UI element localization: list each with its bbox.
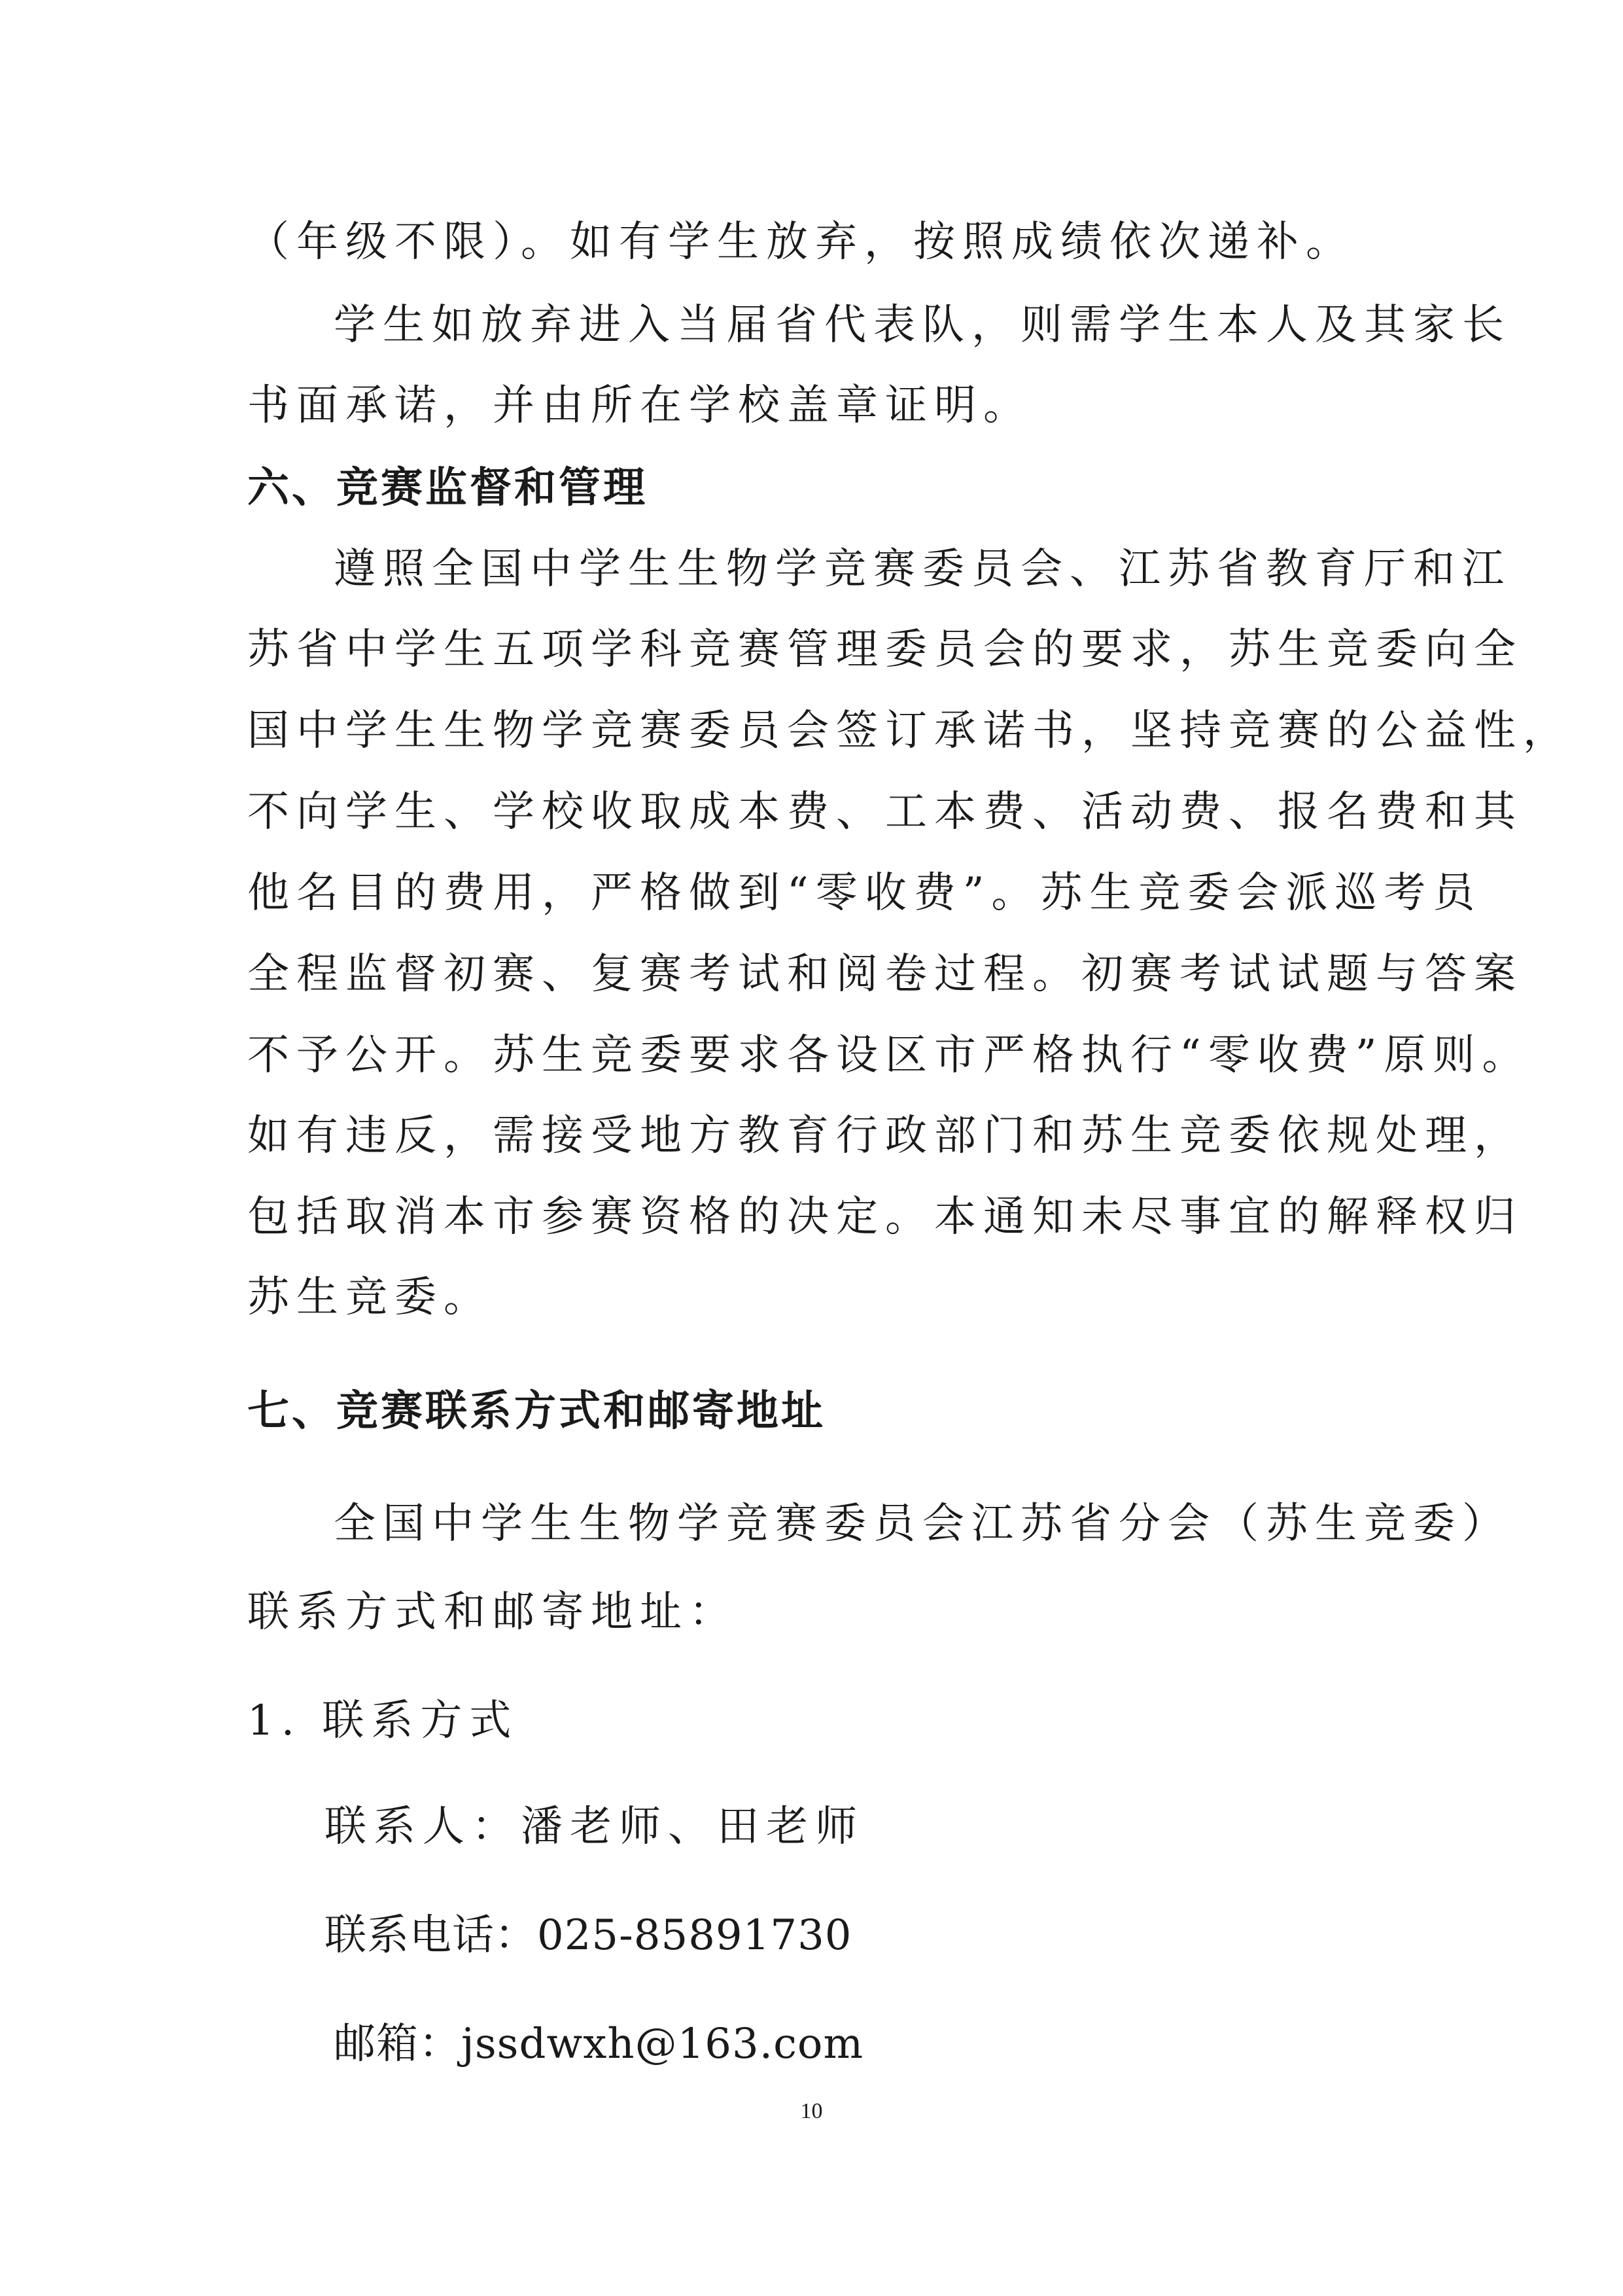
section-6-line-8: 如有违反，需接受地方教育行政部门和苏生竞委依规处理， <box>247 1112 1523 1160</box>
section-6-line-6: 全程监督初赛、复赛考试和阅卷过程。初赛考试试题与答案 <box>247 950 1523 998</box>
waiver-line-2: 书面承诺，并由所在学校盖章证明。 <box>247 381 1032 430</box>
carryover-line: （年级不限）。如有学生放弃，按照成绩依次递补。 <box>247 218 1355 266</box>
section-6-line-2: 苏省中学生五项学科竞赛管理委员会的要求，苏生竞委向全 <box>247 626 1523 674</box>
page-number: 10 <box>800 2099 823 2123</box>
section-6-line-9: 包括取消本市参赛资格的决定。本通知未尽事宜的解释权归 <box>247 1193 1523 1241</box>
section-6-line-5: 他名目的费用，严格做到“零收费”。苏生竞委会派巡考员 <box>247 869 1482 917</box>
section-6-line-7: 不予公开。苏生竞委要求各设区市严格执行“零收费”原则。 <box>247 1031 1531 1080</box>
contact-email: 邮箱：jssdwxh@163.com <box>334 2020 864 2068</box>
section-7-intro-line-1: 全国中学生生物学竞赛委员会江苏省分会（苏生竞委） <box>334 1500 1511 1548</box>
waiver-line-1: 学生如放弃进入当届省代表队，则需学生本人及其家长 <box>334 301 1511 349</box>
section-6-line-1: 遵照全国中学生生物学竞赛委员会、江苏省教育厅和江 <box>334 545 1511 593</box>
contact-person: 联系人：潘老师、田老师 <box>324 1803 864 1851</box>
section-6-line-4: 不向学生、学校收取成本费、工本费、活动费、报名费和其 <box>247 788 1523 836</box>
section-6-line-3: 国中学生生物学竞赛委员会签订承诺书，坚持竞赛的公益性， <box>247 707 1572 755</box>
section-7-intro-line-2: 联系方式和邮寄地址： <box>247 1588 738 1636</box>
section-6-heading: 六、竞赛监督和管理 <box>247 464 648 512</box>
section-6-line-10: 苏生竞委。 <box>247 1273 493 1322</box>
contact-section-title: 1. 联系方式 <box>247 1697 519 1745</box>
contact-phone: 联系电话：025-85891730 <box>324 1911 852 1960</box>
section-7-heading: 七、竞赛联系方式和邮寄地址 <box>247 1387 826 1436</box>
